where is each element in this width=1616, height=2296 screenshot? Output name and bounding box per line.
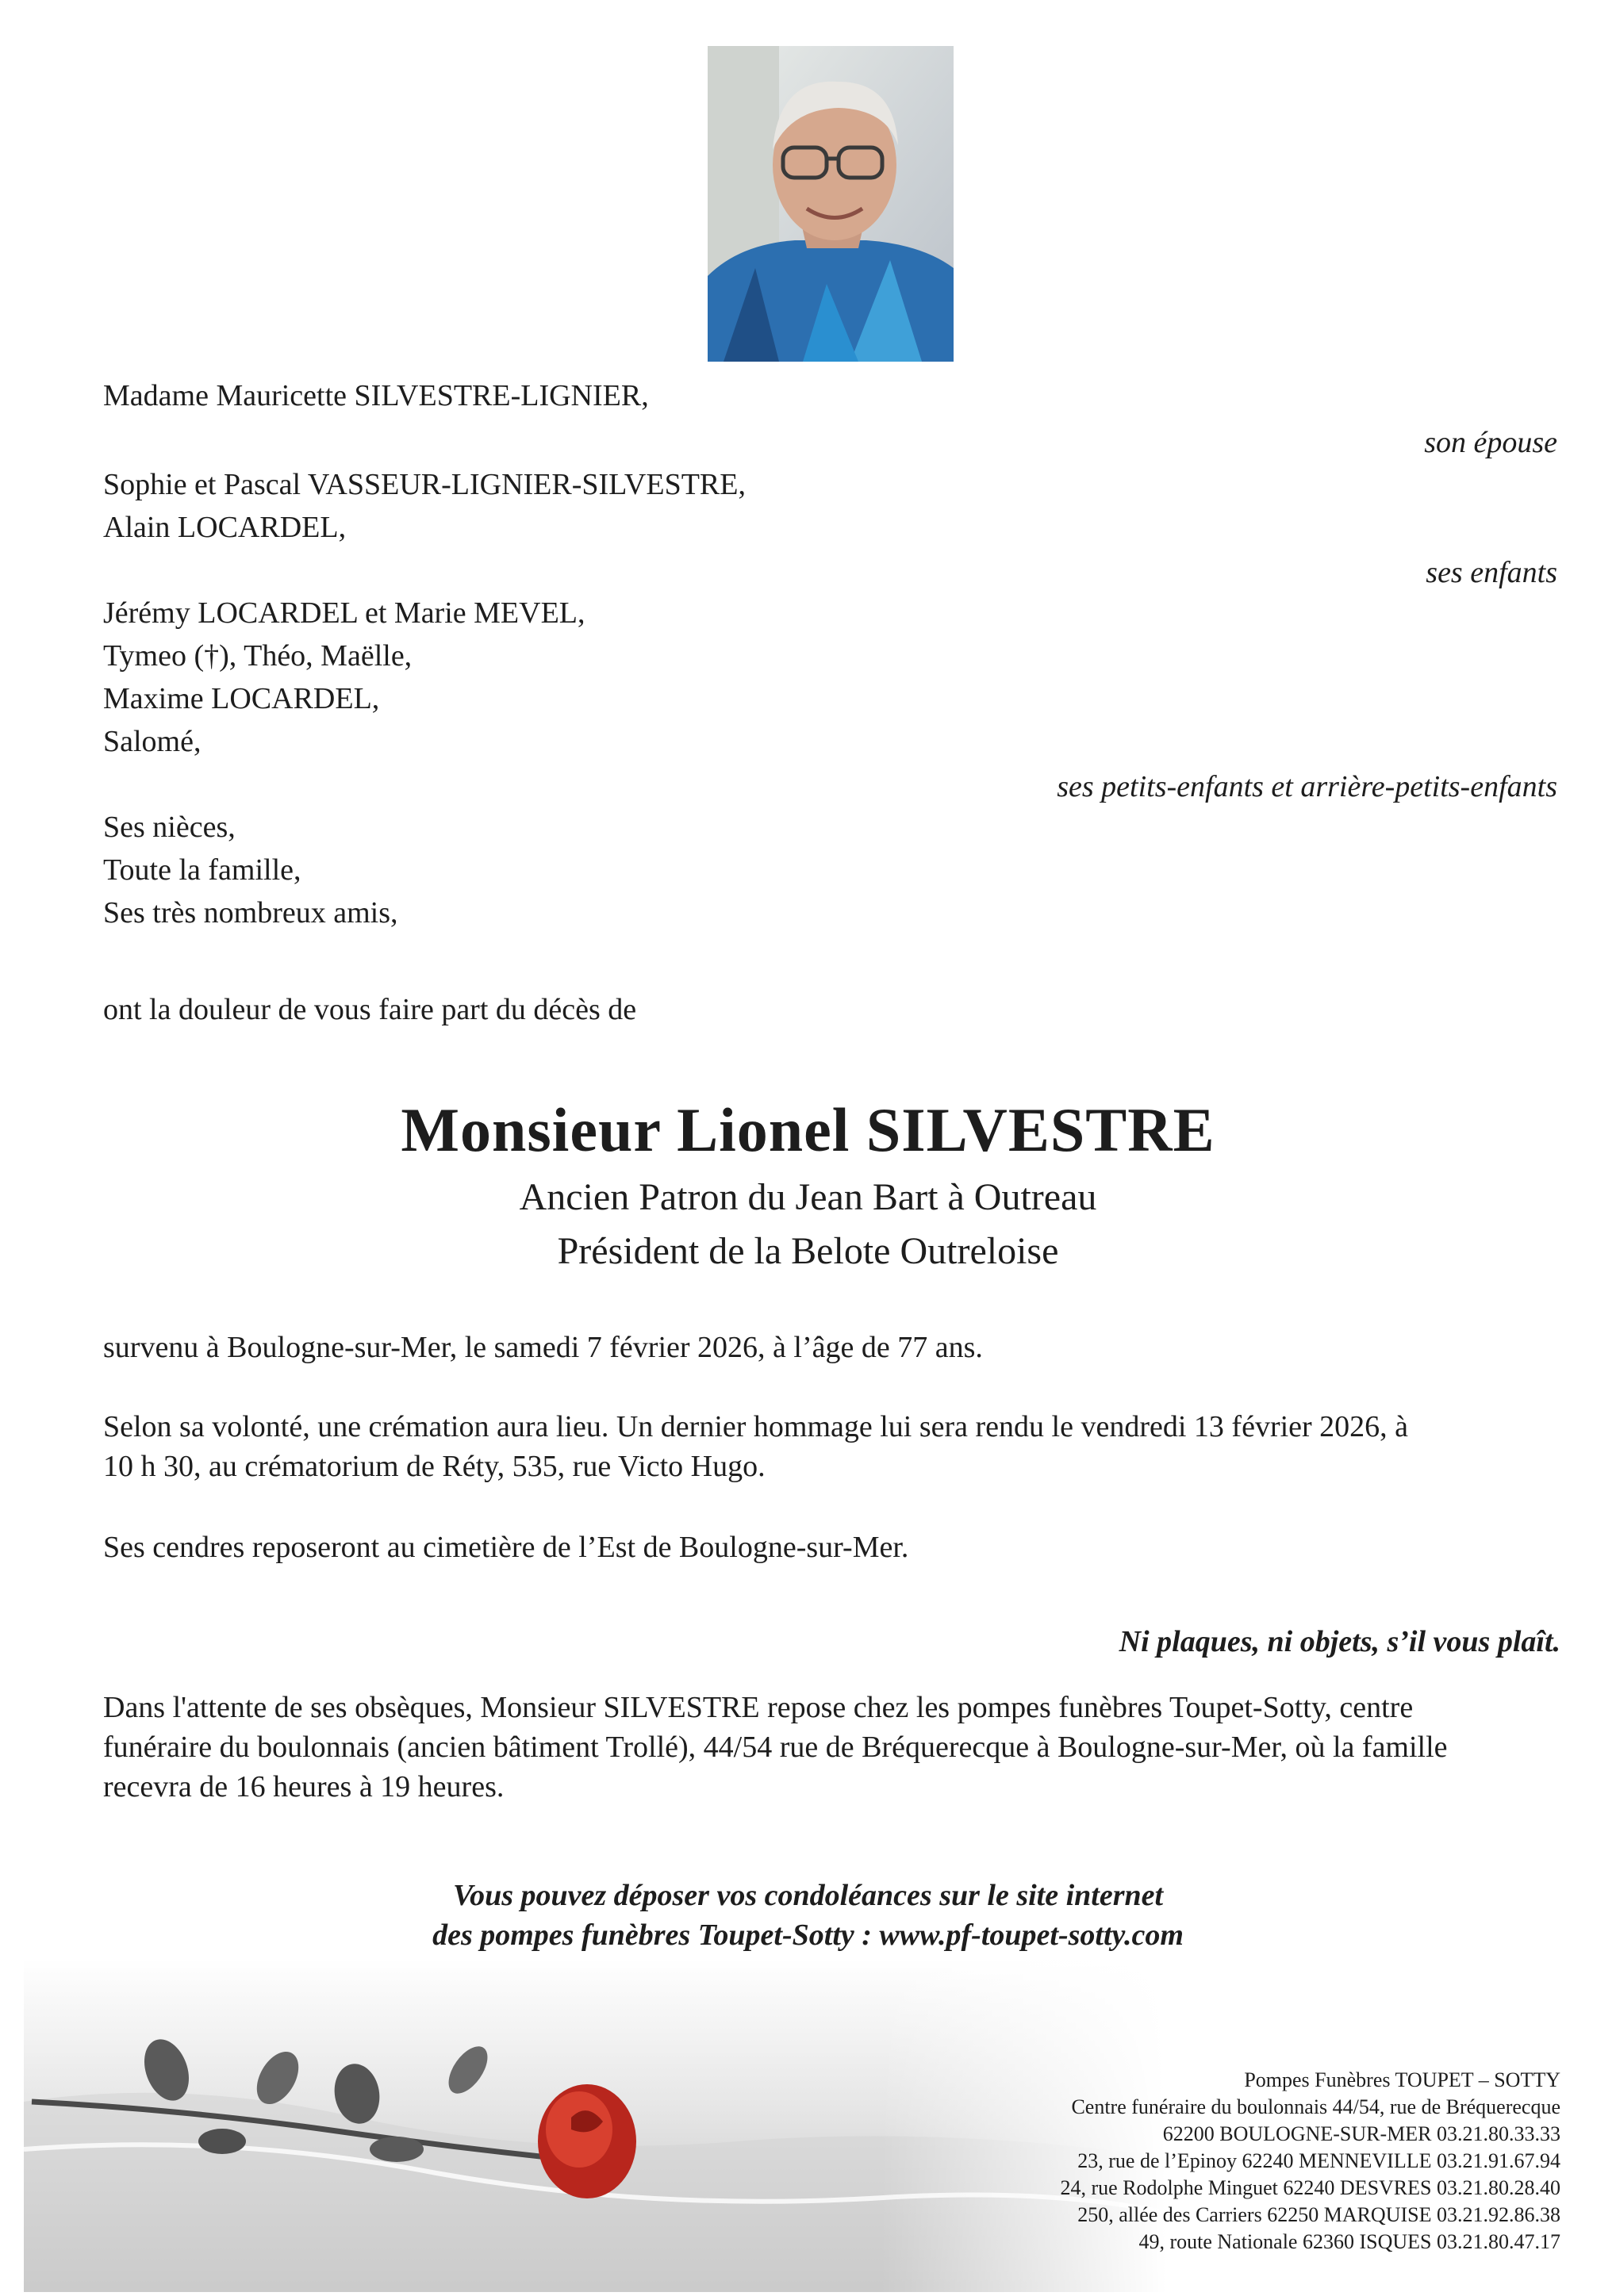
funeral-home-name: Pompes Funèbres TOUPET – SOTTY bbox=[1244, 2068, 1560, 2091]
ceremony-line-1: Selon sa volonté, une crémation aura lieu. Un dernier hommage lui sera rendu le vendredi 13 février 2026, à bbox=[103, 1410, 1409, 1443]
no-plaques-notice: Ni plaques, ni objets, s’il vous plaît. bbox=[1119, 1625, 1560, 1658]
grandchild-4: Salomé, bbox=[103, 725, 202, 758]
condolences-line-1: Vous pouvez déposer vos condoléances sur le site internet bbox=[452, 1879, 1164, 1912]
funeral-home-menneville: 23, rue de l’Epinoy 62240 MENNEVILLE 03.21.91.67.94 bbox=[1077, 2149, 1560, 2172]
others-2: Toute la famille, bbox=[103, 853, 301, 887]
portrait-photo bbox=[708, 46, 954, 362]
grandchild-3: Maxime LOCARDEL, bbox=[103, 682, 380, 715]
grandchildren-role: ses petits-enfants et arrière-petits-enfants bbox=[1057, 770, 1557, 803]
child-2: Alain LOCARDEL, bbox=[103, 511, 347, 544]
others-1: Ses nièces, bbox=[103, 811, 236, 844]
funeral-home-isques: 49, route Nationale 62360 ISQUES 03.21.80.47.17 bbox=[1138, 2230, 1560, 2253]
rest-line-2: funéraire du boulonnais (ancien bâtiment Trollé), 44/54 rue de Bréquerecque à Boulogne-sur-Mer, où la famille bbox=[103, 1731, 1448, 1764]
grandchild-1: Jérémy LOCARDEL et Marie MEVEL, bbox=[103, 596, 585, 630]
ashes-info: Ses cendres reposeront au cimetière de l’Est de Boulogne-sur-Mer. bbox=[103, 1531, 909, 1564]
spouse-role: son épouse bbox=[1424, 426, 1557, 459]
child-1: Sophie et Pascal VASSEUR-LIGNIER-SILVESTRE, bbox=[103, 468, 746, 501]
deceased-title-2: Président de la Belote Outreloise bbox=[557, 1230, 1059, 1272]
funeral-home-contacts bbox=[1061, 2067, 1561, 2256]
funeral-home-desvres: 24, rue Rodolphe Minguet 62240 DESVRES 03.21.80.28.40 bbox=[1060, 2176, 1560, 2199]
deceased-name: Monsieur Lionel SILVESTRE bbox=[401, 1095, 1215, 1164]
ceremony-line-2: 10 h 30, au crématorium de Réty, 535, rue Victo Hugo. bbox=[103, 1450, 766, 1483]
rest-line-3: recevra de 16 heures à 19 heures. bbox=[103, 1770, 505, 1803]
rest-line-1: Dans l'attente de ses obsèques, Monsieur SILVESTRE repose chez les pompes funèbres Toupet-Sotty, centre bbox=[103, 1691, 1414, 1724]
spouse-name: Madame Mauricette SILVESTRE-LIGNIER, bbox=[103, 379, 649, 412]
grandchild-2: Tymeo (†), Théo, Maëlle, bbox=[103, 639, 413, 673]
deceased-title-1: Ancien Patron du Jean Bart à Outreau bbox=[519, 1176, 1097, 1218]
condolences-line-2: des pompes funèbres Toupet-Sotty : www.pf-toupet-sotty.com bbox=[432, 1918, 1184, 1952]
announcement: ont la douleur de vous faire part du décès de bbox=[103, 993, 637, 1026]
funeral-home-address-1: Centre funéraire du boulonnais 44/54, rue de Bréquerecque bbox=[1071, 2095, 1560, 2118]
rose-on-beach-image bbox=[24, 1959, 1166, 2292]
funeral-home-address-2: 62200 BOULOGNE-SUR-MER 03.21.80.33.33 bbox=[1162, 2122, 1560, 2145]
children-role: ses enfants bbox=[1426, 556, 1557, 589]
death-info: survenu à Boulogne-sur-Mer, le samedi 7 février 2026, à l’âge de 77 ans. bbox=[103, 1331, 983, 1364]
others-3: Ses très nombreux amis, bbox=[103, 896, 398, 930]
funeral-home-marquise: 250, allée des Carriers 62250 MARQUISE 03.21.92.86.38 bbox=[1077, 2203, 1560, 2226]
